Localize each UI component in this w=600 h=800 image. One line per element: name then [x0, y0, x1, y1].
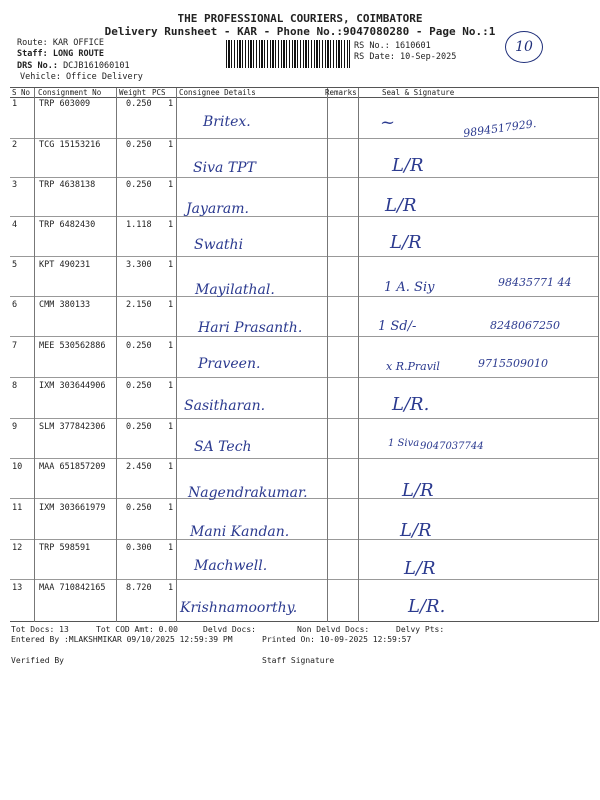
- row-weight: 0.300: [126, 543, 152, 553]
- barcode: [226, 40, 350, 68]
- row-consignee: Nagendrakumar.: [188, 485, 308, 501]
- row-sno: 6: [12, 300, 18, 310]
- delivered-docs: Delvd Docs:: [203, 625, 256, 634]
- row-phone: 9715509010: [478, 357, 548, 370]
- total-docs: Tot Docs: 13: [11, 625, 69, 634]
- row-consignment: IXM 303644906: [39, 381, 106, 391]
- row-consignment: TCG 15153216: [39, 140, 101, 150]
- row-phone: 8248067250: [490, 319, 560, 332]
- row-consignment: MEE 530562886: [39, 341, 106, 351]
- row-pcs: 1: [168, 99, 174, 109]
- row-consignment: CMM 380133: [39, 300, 91, 310]
- row-signature: x R.Pravil: [386, 360, 440, 373]
- row-weight: 0.250: [126, 503, 152, 513]
- route-label: Route: KAR OFFICE: [17, 38, 104, 48]
- row-divider: [10, 336, 599, 337]
- staff-label: Staff: LONG ROUTE: [17, 49, 104, 59]
- row-divider: [10, 458, 599, 459]
- row-sno: 10: [12, 462, 23, 472]
- circled-count-value: 10: [515, 39, 533, 55]
- row-consignee: Jayaram.: [186, 201, 249, 217]
- row-divider: [10, 579, 599, 580]
- row-consignment: SLM 377842306: [39, 422, 106, 432]
- row-divider: [10, 539, 599, 540]
- row-signature: L/R.: [392, 394, 430, 415]
- row-consignee: Mayilathal.: [195, 282, 275, 298]
- row-weight: 2.450: [126, 462, 152, 472]
- rs-number: RS No.: 1610601: [354, 41, 431, 51]
- column-divider: [598, 88, 599, 622]
- row-pcs: 1: [168, 462, 174, 472]
- row-weight: 3.300: [126, 260, 152, 270]
- row-sno: 3: [12, 180, 18, 190]
- row-pcs: 1: [168, 422, 174, 432]
- row-pcs: 1: [168, 300, 174, 310]
- row-sno: 2: [12, 140, 18, 150]
- row-consignment: TRP 598591: [39, 543, 91, 553]
- row-weight: 2.150: [126, 300, 152, 310]
- row-signature: L/R: [404, 558, 436, 579]
- row-consignment: TRP 603009: [39, 99, 91, 109]
- row-pcs: 1: [168, 220, 174, 230]
- row-signature: L/R: [402, 480, 434, 501]
- row-divider: [10, 377, 599, 378]
- row-pcs: 1: [168, 503, 174, 513]
- row-consignee: Hari Prasanth.: [198, 320, 303, 336]
- row-pcs: 1: [168, 543, 174, 553]
- row-sno: 8: [12, 381, 18, 391]
- column-divider: [358, 88, 359, 622]
- staff-signature: Staff Signature: [262, 656, 335, 665]
- row-pcs: 1: [168, 180, 174, 190]
- row-signature: L/R: [385, 195, 417, 216]
- row-pcs: 1: [168, 140, 174, 150]
- row-consignment: MAA 710842165: [39, 583, 106, 593]
- total-cod-amount: Tot COD Amt: 0.00: [96, 625, 178, 634]
- row-weight: 0.250: [126, 140, 152, 150]
- row-sno: 7: [12, 341, 18, 351]
- row-weight: 0.250: [126, 341, 152, 351]
- row-weight: 0.250: [126, 99, 152, 109]
- row-divider: [10, 418, 599, 419]
- row-signature: 1 Siva: [388, 438, 420, 449]
- row-consignee: Krishnamoorthy.: [180, 600, 298, 616]
- drs-number: [17, 61, 130, 71]
- row-sno: 1: [12, 99, 18, 109]
- verified-by: Verified By: [11, 656, 64, 665]
- row-consignee: Machwell.: [194, 558, 268, 574]
- header-consignment: Consignment No: [38, 88, 102, 97]
- runsheet-title: Delivery Runsheet - KAR - Phone No.:9047080280 - Page No.:1: [104, 25, 496, 38]
- row-signature: L/R.: [408, 596, 446, 617]
- row-consignee: Swathi: [194, 237, 244, 253]
- circled-count: [505, 31, 543, 63]
- row-signature: L/R: [390, 232, 422, 253]
- row-signature: ~: [380, 112, 396, 133]
- row-sno: 12: [12, 543, 23, 553]
- row-consignment: TRP 4638138: [39, 180, 96, 190]
- row-divider: [10, 177, 599, 178]
- row-sno: 11: [12, 503, 23, 513]
- row-pcs: 1: [168, 381, 174, 391]
- row-sno: 9: [12, 422, 18, 432]
- row-consignment: IXM 303661979: [39, 503, 106, 513]
- row-signature: 1 Sd/-: [378, 319, 417, 334]
- printed-on: Printed On: 10-09-2025 12:59:57: [262, 635, 412, 644]
- row-divider: [10, 296, 599, 297]
- row-consignee: Siva TPT: [193, 160, 256, 176]
- row-consignment: KPT 490231: [39, 260, 91, 270]
- row-sno: 5: [12, 260, 18, 270]
- header-pcs: PCS: [152, 88, 166, 97]
- table-bottom-border: [10, 621, 599, 622]
- row-pcs: 1: [168, 583, 174, 593]
- entered-by: Entered By :MLAKSHMIKAR 09/10/2025 12:59:39 PM: [11, 635, 233, 644]
- row-consignment: MAA 651857209: [39, 462, 106, 472]
- column-divider: [116, 88, 117, 622]
- column-divider: [327, 88, 328, 622]
- rs-date: RS Date: 10-Sep-2025: [354, 52, 457, 62]
- row-pcs: 1: [168, 341, 174, 351]
- non-delivered-docs: Non Delvd Docs:: [297, 625, 370, 634]
- row-divider: [10, 216, 599, 217]
- row-pcs: 1: [168, 260, 174, 270]
- row-weight: 0.250: [126, 180, 152, 190]
- row-phone: 9047037744: [420, 441, 484, 452]
- row-consignee: Sasitharan.: [184, 398, 266, 414]
- company-name: THE PROFESSIONAL COURIERS, COIMBATORE: [177, 12, 423, 25]
- header-remarks: Remarks: [325, 88, 357, 97]
- row-consignee: Praveen.: [198, 356, 261, 372]
- vehicle-label: Vehicle: Office Delivery: [20, 72, 143, 82]
- drs-label: DRS No.:: [17, 61, 64, 71]
- row-consignee: Britex.: [203, 114, 251, 130]
- row-signature: L/R: [392, 155, 424, 176]
- row-divider: [10, 138, 599, 139]
- row-weight: 1.118: [126, 220, 152, 230]
- table-header-border: [10, 97, 599, 98]
- row-signature: L/R: [400, 520, 432, 541]
- row-sno: 4: [12, 220, 18, 230]
- row-sno: 13: [12, 583, 23, 593]
- header-weight: Weight: [119, 88, 147, 97]
- row-consignee: SA Tech: [194, 439, 252, 455]
- row-consignment: TRP 6482430: [39, 220, 96, 230]
- header-consignee: Consignee Details: [179, 88, 256, 97]
- header-seal: Seal & Signature: [382, 88, 455, 97]
- row-weight: 0.250: [126, 381, 152, 391]
- drs-value: DCJB161060101: [63, 61, 130, 71]
- row-signature: 1 A. Siy: [384, 280, 435, 295]
- row-weight: 0.250: [126, 422, 152, 432]
- row-phone: 98435771 44: [498, 276, 572, 289]
- row-phone: 9894517929.: [462, 116, 538, 141]
- row-divider: [10, 256, 599, 257]
- row-weight: 8.720: [126, 583, 152, 593]
- row-consignee: Mani Kandan.: [190, 524, 290, 540]
- header-sno: S No: [12, 88, 31, 97]
- delivery-points: Delvy Pts:: [396, 625, 445, 634]
- column-divider: [176, 88, 177, 622]
- column-divider: [34, 88, 35, 622]
